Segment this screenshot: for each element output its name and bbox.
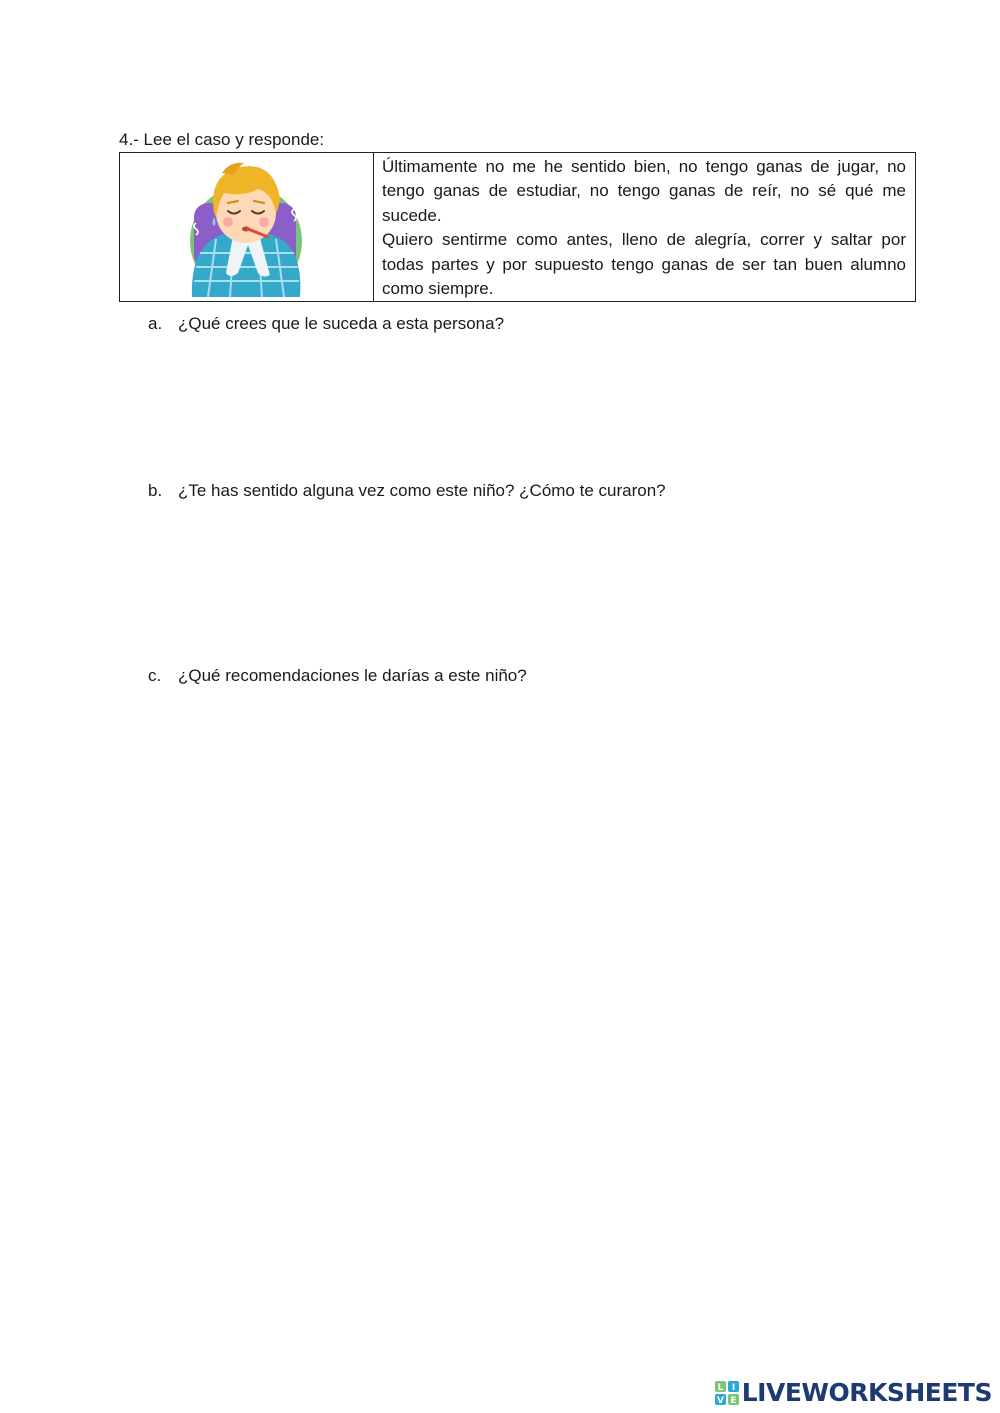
question-a-marker: a. xyxy=(148,314,163,333)
question-c-text: ¿Qué recomendaciones le darías a este niño? xyxy=(178,666,527,685)
liveworksheets-brand xyxy=(714,1377,992,1409)
case-image-cell xyxy=(120,153,374,301)
question-c-marker: c. xyxy=(148,666,162,685)
question-b xyxy=(148,480,666,502)
question-a-text: ¿Qué crees que le suceda a esta persona? xyxy=(178,314,505,333)
question-b-marker: b. xyxy=(148,481,163,500)
svg-text:V: V xyxy=(716,1396,724,1406)
question-c xyxy=(148,665,527,687)
question-a xyxy=(148,313,504,335)
case-text-cell xyxy=(374,153,915,301)
case-paragraph-2: Quiero sentirme como antes, lleno de alegría, correr y saltar por todas partes y por supuesto tengo ganas de ser tan buen alumno como siempre. xyxy=(382,230,906,299)
liveworksheets-logo-icon xyxy=(714,1380,740,1406)
svg-text:I: I xyxy=(731,1383,735,1393)
liveworksheets-brand-text: LIVEWORKSHEETS xyxy=(741,1378,992,1407)
sick-child-icon xyxy=(178,155,313,300)
exercise-heading: 4.- Lee el caso y responde: xyxy=(119,130,325,149)
case-paragraph-1: Últimamente no me he sentido bien, no tengo ganas de jugar, no tengo ganas de estudiar, no tengo ganas de reír, no sé qué me sucede. xyxy=(382,157,906,225)
svg-text:E: E xyxy=(730,1396,737,1406)
case-table xyxy=(119,152,916,302)
question-b-text: ¿Te has sentido alguna vez como este niño? ¿Cómo te curaron? xyxy=(178,481,666,500)
svg-text:L: L xyxy=(717,1383,724,1393)
